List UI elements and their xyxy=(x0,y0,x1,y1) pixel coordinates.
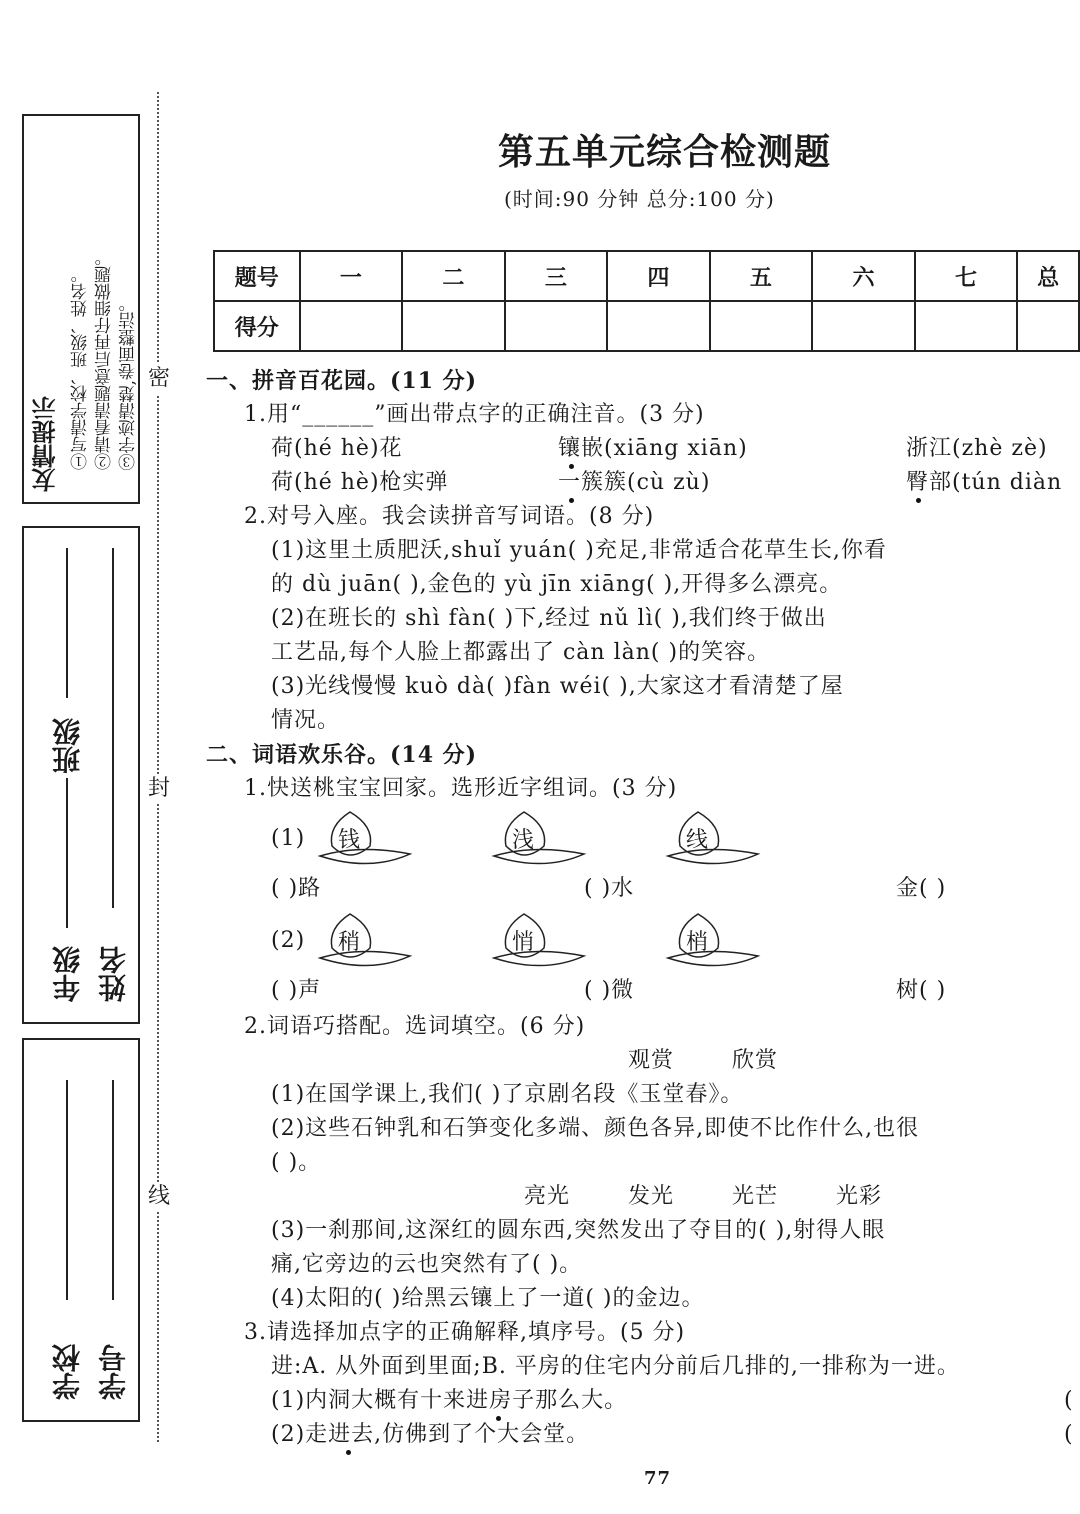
emphasis-dot xyxy=(569,464,574,469)
page-title: 第五单元综合检测题 xyxy=(498,131,832,173)
score-cell[interactable] xyxy=(710,301,813,351)
peach-icon xyxy=(484,908,594,974)
s1-q2-line: 情况。 xyxy=(271,708,341,733)
s1-q1-item: 臀部(tún diàn xyxy=(906,470,1063,495)
peach-icon xyxy=(310,908,420,974)
name-line xyxy=(112,548,114,908)
seal-line xyxy=(157,92,159,1442)
s1-q1-item: 荷(hé hè)枪实弹 xyxy=(271,470,449,495)
score-cell[interactable] xyxy=(915,301,1018,351)
s2-q1: 1.快送桃宝宝回家。选形近字组词。(3 分) xyxy=(244,776,678,801)
s2-q2-line: 痛,它旁边的云也突然有了( )。 xyxy=(271,1252,583,1277)
col-1: 一 xyxy=(300,251,403,301)
group1-word: ( )路 xyxy=(271,876,322,901)
row-label-score: 得分 xyxy=(214,301,300,351)
s1-q2-line: (2)在班长的 shì fàn( )下,经过 nǔ lì( ),我们终于做出 xyxy=(271,606,827,631)
s2-q2-line: (1)在国学课上,我们( )了京剧名段《玉堂春》。 xyxy=(271,1082,744,1107)
class-line xyxy=(66,548,68,698)
school-label: 学校 xyxy=(51,1344,84,1400)
s1-q2: 2.对号入座。我会读拼音写词语。(8 分) xyxy=(244,504,655,529)
grade-line xyxy=(66,778,68,928)
seal-char-1: 密 xyxy=(148,364,171,394)
col-7: 七 xyxy=(915,251,1018,301)
tip-1: ①写清学校、班级、姓名。 xyxy=(71,266,91,470)
s2-q2-line: (4)太阳的( )给黑云镶上了一道( )的金边。 xyxy=(271,1286,705,1311)
s1-q1-item: 镶嵌(xiāng xiān) xyxy=(558,436,748,461)
grade-label: 年级 xyxy=(51,946,84,1002)
peach-char: 钱 xyxy=(338,828,362,853)
tips-title: 友情提示 xyxy=(31,396,60,492)
group1-word: 金( ) xyxy=(896,876,947,901)
col-total: 总 xyxy=(1017,251,1079,301)
answer-paren: ( xyxy=(1064,1422,1074,1447)
section2-heading: 二、词语欢乐谷。(14 分) xyxy=(206,742,478,768)
group1-word: ( )水 xyxy=(584,876,635,901)
choice-word: 观赏 xyxy=(628,1048,675,1073)
peach-icon xyxy=(310,806,420,872)
group2-label: (2) xyxy=(271,928,306,953)
s2-q2-line: ( )。 xyxy=(271,1150,322,1175)
s2-q2-line: (2)这些石钟乳和石笋变化多端、颜色各异,即使不比作什么,也很 xyxy=(271,1116,920,1141)
grade-class-box xyxy=(22,526,140,1024)
choice-word: 发光 xyxy=(628,1184,675,1209)
s2-q2-line: (3)一刹那间,这深红的圆东西,突然发出了夺目的( ),射得人眼 xyxy=(271,1218,886,1243)
group2-word: ( )声 xyxy=(271,978,322,1003)
tip-2: ②请看清题意后再仔细做题。 xyxy=(95,249,115,470)
group2-word: ( )微 xyxy=(584,978,635,1003)
section1-heading: 一、拼音百花园。(11 分) xyxy=(206,368,478,394)
emphasis-dot xyxy=(496,1416,501,1421)
group2-word: 树( ) xyxy=(896,978,947,1003)
number-label: 学号 xyxy=(97,1344,130,1400)
score-cell[interactable] xyxy=(505,301,608,351)
peach-char: 稍 xyxy=(338,930,362,955)
page-subtitle: (时间:90 分钟 总分:100 分) xyxy=(504,187,775,211)
peach-char: 梢 xyxy=(686,930,710,955)
choice-word: 光芒 xyxy=(732,1184,779,1209)
s2-q2: 2.词语巧搭配。选词填空。(6 分) xyxy=(244,1014,586,1039)
peach-char: 线 xyxy=(686,828,710,853)
emphasis-dot xyxy=(346,1450,351,1455)
s2-q3: 3.请选择加点字的正确解释,填序号。(5 分) xyxy=(244,1320,686,1345)
s1-q1: 1.用“______”画出带点字的正确注音。(3 分) xyxy=(244,402,705,427)
s1-q1-item: 一簇簇(cù zù) xyxy=(558,470,711,495)
s1-q2-line: 的 dù juān( ),金色的 yù jīn xiāng( ),开得多么漂亮。 xyxy=(271,572,843,597)
row-label-number: 题号 xyxy=(214,251,300,301)
name-label: 姓名 xyxy=(97,946,130,1002)
emphasis-dot xyxy=(916,498,921,503)
choice-word: 亮光 xyxy=(524,1184,571,1209)
peach-char: 悄 xyxy=(512,930,536,955)
choice-word: 欣赏 xyxy=(732,1048,779,1073)
col-4: 四 xyxy=(607,251,710,301)
s1-q1-item: 荷(hé hè)花 xyxy=(271,436,403,461)
number-line xyxy=(112,1080,114,1300)
tip-3: ③字迹清楚,卷面整洁。 xyxy=(119,294,139,470)
col-2: 二 xyxy=(402,251,505,301)
peach-icon xyxy=(484,806,594,872)
score-cell[interactable] xyxy=(402,301,505,351)
col-5: 五 xyxy=(710,251,813,301)
peach-icon xyxy=(658,908,768,974)
school-number-box xyxy=(22,1038,140,1422)
school-line xyxy=(66,1080,68,1300)
s2-q3-line: (1)内洞大概有十来进房子那么大。 xyxy=(271,1388,628,1413)
seal-char-3: 线 xyxy=(148,1182,171,1212)
score-cell[interactable] xyxy=(607,301,710,351)
s1-q2-line: 工艺品,每个人脸上都露出了 càn làn( )的笑容。 xyxy=(271,640,771,665)
class-label: 班级 xyxy=(51,718,84,774)
page-number: 77 xyxy=(644,1468,672,1489)
answer-paren: ( xyxy=(1064,1388,1074,1413)
s1-q2-line: (1)这里土质肥沃,shuǐ yuán( )充足,非常适合花草生长,你看 xyxy=(271,538,887,563)
score-table xyxy=(213,250,1080,352)
score-cell[interactable] xyxy=(812,301,915,351)
s2-q3-line: (2)走进去,仿佛到了个大会堂。 xyxy=(271,1422,590,1447)
tips-box xyxy=(22,114,140,504)
peach-icon xyxy=(658,806,768,872)
col-3: 三 xyxy=(505,251,608,301)
group1-label: (1) xyxy=(271,826,306,851)
s1-q2-line: (3)光线慢慢 kuò dà( )fàn wéi( ),大家这才看清楚了屋 xyxy=(271,674,844,699)
col-6: 六 xyxy=(812,251,915,301)
s1-q1-item: 浙江(zhè zè) xyxy=(906,436,1048,461)
choice-word: 光彩 xyxy=(836,1184,883,1209)
score-cell[interactable] xyxy=(1017,301,1079,351)
s2-q3-line: 进:A. 从外面到里面;B. 平房的住宅内分前后几排的,一排称为一进。 xyxy=(271,1354,960,1379)
score-cell[interactable] xyxy=(300,301,403,351)
seal-char-2: 封 xyxy=(148,774,171,804)
peach-char: 浅 xyxy=(512,828,536,853)
